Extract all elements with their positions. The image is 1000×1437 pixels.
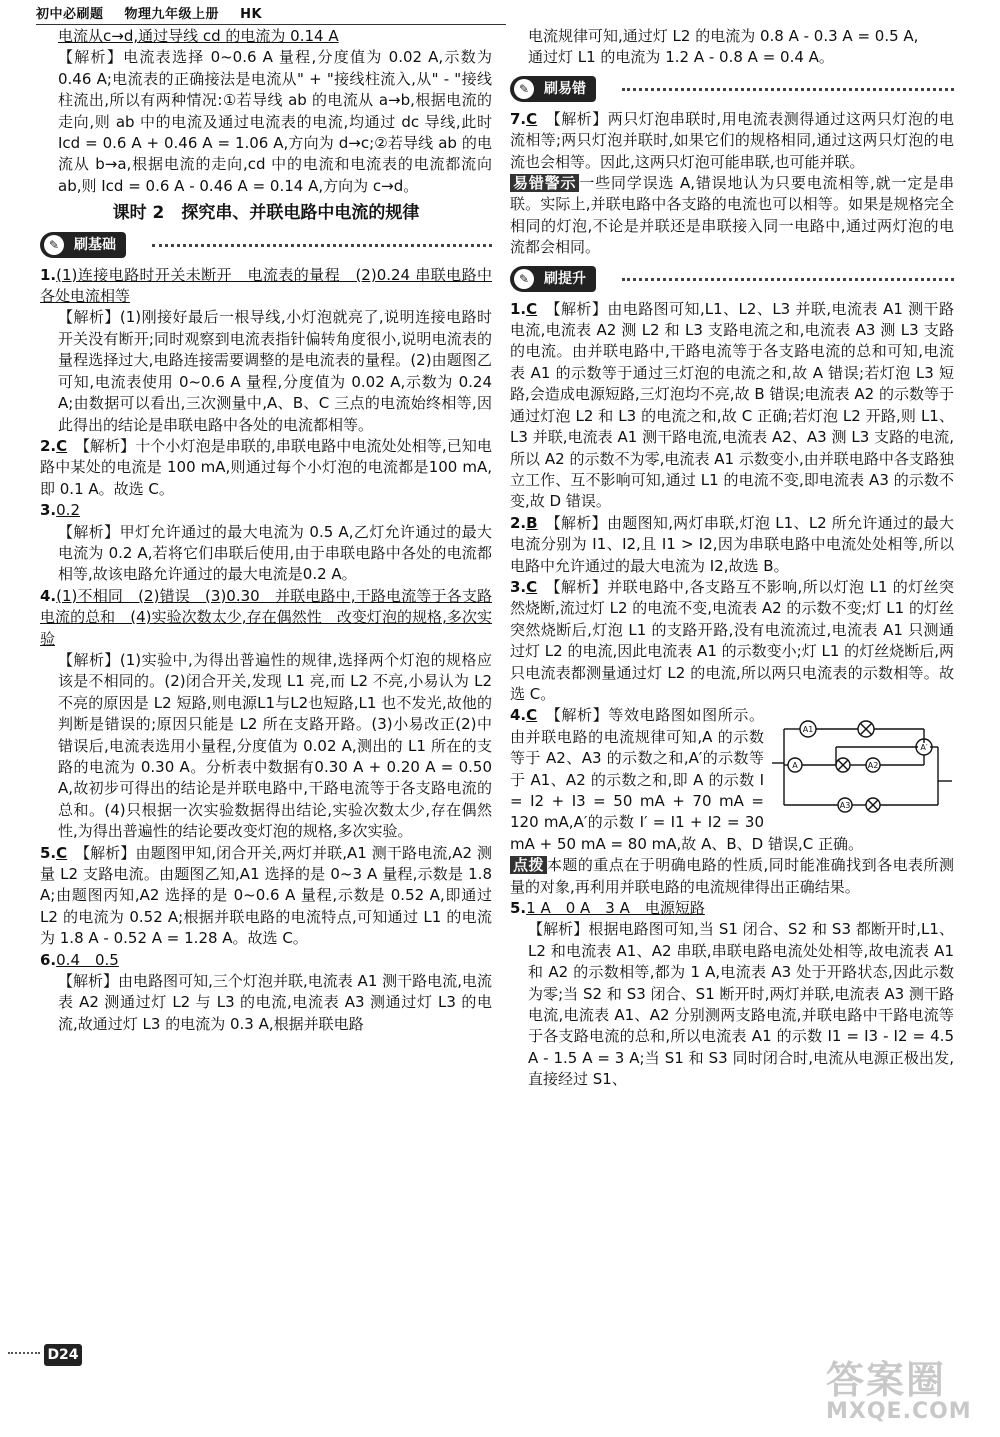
label-a1: A1 [802, 725, 814, 735]
advance-question-4 [510, 705, 954, 855]
circuit-diagram [770, 707, 954, 819]
section-label: 刷基础 [74, 236, 116, 253]
header-edition: HK [240, 7, 263, 22]
dotted-rule [622, 278, 954, 281]
lesson-title: 课时 2 探究串、并联电路中电流的规律 [112, 203, 420, 224]
advance-question-5-answer: 5.1 A 0 A 3 A 电源短路 [510, 899, 705, 918]
error-warning: 易错警示 一些同学误选 A,错误地认为只要电流相等,就一定是串联。实际上,并联电路中各支路的电流也可以相等。如果是规格完全相同的灯泡,不论是并联还是串联接入同一电路中,通过两灯泡的电流都会相同。 [510, 174, 954, 257]
question-4-explain: 【解析】(1)实验中,为得出普遍性的规律,选择两个灯泡的规格应该是不相同的。(2)闭合开关,发现 L1 亮,而 L2 不亮,小易认为 L2 不亮的原因是 L2 短路,则电源L1与L2也短路,L1 也不发光,故他的判断是错误的;原因只能是 L2 所在支路开路。(3)小易改正(2)中错误后,电流表选用小量程,分度值为 0.02 A,测出的 L1 所在的支路的电流为 0.30 A。分析表中数据有0.30 A + 0.20 A = 0.50 A,故初步可得出的结论是并联电路中,干路电流等于各支路电流的总和。(4)只根据一次实验数据得出结论,实验次数太少,存在偶然性,为得出普遍性的结论要改变灯泡的规格,多次实验。 [58, 650, 492, 841]
left-column [40, 26, 492, 1035]
advance-question-3: 3.C 【解析】并联电路中,各支路互不影响,所以灯泡 L1 的灯丝突然烧断,流过灯 L2 的电流不变,电流表 A2 的示数不变;灯 L1 的灯丝突然烧断后,灯泡 L1 的支路开路,没有电流流过,电流表 A1 只测通过灯 L2 的电流,因此电流表 A1 的示数变小;灯 L1 的灯丝烧断后,两只电流表都测量通过灯 L2 的电流,所以两只电流表的示数相等。故选 C。 [510, 577, 954, 703]
dotted-rule [152, 244, 492, 247]
tip-note: 点拨 本题的重点在于明确电路的性质,同时能准确找到各电表所测量的对象,再利用并联电路的电流规律得出正确结果。 [510, 856, 954, 896]
intro-line: 电流从c→d,通过导线 cd 的电流为 0.14 A [58, 27, 339, 45]
continued-line-1: 电流规律可知,通过灯 L2 的电流为 0.8 A - 0.3 A = 0.5 A, [528, 27, 919, 45]
page-number: D24 [44, 1344, 82, 1366]
section-header-error [510, 73, 954, 107]
right-column [510, 26, 954, 1091]
question-6-explain: 【解析】由电路图可知,三个灯泡并联,电流表 A1 测干路电流,电流表 A2 测通过灯 L2 与 L3 的电流,电流表 A3 测通过灯 L3 的电流,故通过灯 L3 的电流为 0.3 A,根据并联电路 [58, 972, 492, 1033]
label-a: A [792, 761, 798, 771]
question-3-explain: 【解析】甲灯允许通过的最大电流为 0.5 A,乙灯允许通过的最大电流为 0.2 A,若将它们串联后使用,由于串联电路中各处的电流都相等,故该电路允许通过的最大电流是0.2 A。 [58, 522, 492, 584]
header-rule [36, 24, 506, 25]
warning-tag: 易错警示 [510, 174, 579, 192]
advance-question-1: 1.C 【解析】由电路图可知,L1、L2、L3 并联,电流表 A1 测干路电流,电流表 A2 测 L2 和 L3 支路电流之和,电流表 A3 测 L3 支路的电流。由并联电路中,干路电流等于各支路电流的总和可知,电流表 A1 的示数等于通过三灯泡的电流之和,故 A 错误;若灯泡 L3 短路,会造成电源短路,三灯泡均不亮,故 B 错误;电流表 A2 的示数等于通过灯泡 L2 和 L3 的电流之和,故 C 正确;若灯泡 L2 开路,则 L1、L3 并联,电流表 A1 测干路电流,电流表 A2、A3 测 L3 支路的电流,所以 A2 的示数不为零,电流表 A1 示数变小,由并联电路中各支路独立工作、互不影响可知,通过 L1 的电流不变,即电流表 A3 的示数不变,故 D 错误。 [510, 299, 954, 511]
section-header-advance [510, 263, 954, 297]
pencil-icon: ✎ [514, 269, 534, 289]
question-4-answer: 4.(1)不相同 (2)错误 (3)0.30 并联电路中,干路电流等于各支路电流的总和 (4)实验次数太少,存在偶然性 改变灯泡的规格,多次实验 [40, 586, 492, 648]
section-label: 刷易错 [544, 80, 586, 97]
pencil-icon: ✎ [44, 235, 64, 255]
dotted-rule [622, 88, 954, 91]
question-1-answer: 1.(1)连接电路时开关未断开 电流表的量程 (2)0.24 串联电路中各处电流相等 [40, 265, 492, 306]
intro-explain: 【解析】电流表选择 0~0.6 A 量程,分度值为 0.02 A,示数为0.46 A;电流表的正确接法是电流从" + "接线柱流入,从" - "接线柱流出,所以有两种情况:①若导线 ab 的电流从 a→b,根据电流的走向,则 ab 中的电流及通过电流表的电流,均通过 dc 导线,此时 Icd = 0.6 A + 0.46 A = 1.06 A,方向为 d→c;②若导线 ab 的电流从 b→a,根据电流的走向,cd 中的电流和电流表的电流都流向 ab,则 Icd = 0.6 A - 0.46 A = 0.14 A,方向为 c→d。 [58, 48, 492, 195]
question-5: 5.C 【解析】由题图甲知,闭合开关,两灯并联,A1 测干路电流,A2 测量 L2 支路电流。由题图乙知,A1 选择的是 0~3 A 量程,示数是 1.8 A;由题图丙知,A2 选择的是 0~0.6 A 量程,示数是 0.52 A,即通过 L2 的电流为 0.52 A;根据并联电路的电流特点,可知通过 L1 的电流为 1.8 A - 0.52 A = 1.28 A。故选 C。 [40, 843, 492, 948]
section-badge [40, 232, 126, 258]
watermark-logo: 答案圈 MXQE.COM [826, 1358, 972, 1424]
advance-question-2: 2.B 【解析】由题图知,两灯串联,灯泡 L1、L2 所允许通过的最大电流分别为 I1、I2,且 I1 > I2,因为串联电路中电流处处相等,所以电路中允许通过的最大电流为 I2,故选 B。 [510, 513, 954, 575]
running-header [36, 4, 278, 25]
header-series: 初中必刷题 [36, 7, 104, 22]
header-subject: 物理九年级上册 [124, 7, 220, 22]
section-label: 刷提升 [544, 270, 586, 287]
question-6-answer: 6.0.4 0.5 [40, 950, 119, 969]
section-badge [510, 266, 596, 292]
section-badge [510, 76, 596, 102]
label-a3: A3 [839, 801, 851, 811]
tip-tag: 点拨 [510, 856, 547, 874]
question-1-explain: 【解析】(1)刚接好最后一根导线,小灯泡就亮了,说明连接电路时开关没有断开;同时观察到电流表指针偏转角度很小,说明电流表的量程选择过大,电路连接需要调整的是电流表的量程。(2)由题图乙可知,电流表使用 0~0.6 A 量程,分度值为 0.02 A,示数为 0.24 A;由数据可以看出,三次测量中,A、B、C 三点的电流始终相等,因此得出的结论是串联电路中各处的电流都相等。 [58, 308, 492, 434]
question-2: 2.C 【解析】十个小灯泡是串联的,串联电路中电流处处相等,已知电路中某处的电流是 100 mA,则通过每个小灯泡的电流都是100 mA,即 0.1 A。故选 C。 [40, 436, 492, 498]
question-3-answer: 3.0.2 [40, 501, 80, 520]
pencil-icon: ✎ [514, 79, 534, 99]
footer-dots [8, 1352, 40, 1354]
label-a2: A2 [867, 761, 879, 771]
question-7: 7.C 【解析】两只灯泡串联时,用电流表测得通过这两只灯泡的电流相等;两只灯泡并联时,如果它们的规格相同,通过这两只灯泡的电流也会相等。因此,这两只灯泡可能串联,也可能并联。 [510, 109, 954, 171]
advance-question-5-explain: 【解析】根据电路图可知,当 S1 闭合、S2 和 S3 都断开时,L1、L2 和电流表 A1、A2 串联,串联电路电流处处相等,故电流表 A1 和 A2 的示数相等,都为 1 A,电流表 A3 处于开路状态,因此示数为零;当 S2 和 S3 闭合、S1 断开时,两灯并联,电流表 A3 测干路电流,电流表 A1、A2 分别测两支路电流,并联电路中干路电流等于各支路电流的总和,所以电流表 A1 的示数 I1 = I3 - I2 = 4.5 A - 1.5 A = 3 A;当 S1 和 S3 同时闭合时,电流从电源正极出发,直接经过 S1、 [528, 920, 954, 1089]
section-header-basic [40, 229, 492, 263]
label-a-prime: A′ [920, 743, 928, 753]
advance-question-4-text: 4.C 【解析】等效电路图如图所示。由并联电路的电流规律可知,A 的示数等于 A2、A3 的示数之和,A′的示数等于 A1、A2 的示数之和,即 A 的示数 I = I2 + I3 = 50 mA + 70 mA = 120 mA,A′的示数 I′ = I1 + I2 = 30 mA + 50 mA = 80 mA,故 A、B、D 错误,C 正确。 [510, 706, 863, 853]
continued-line-2: 通过灯 L1 的电流为 1.2 A - 0.8 A = 0.4 A。 [528, 48, 834, 67]
